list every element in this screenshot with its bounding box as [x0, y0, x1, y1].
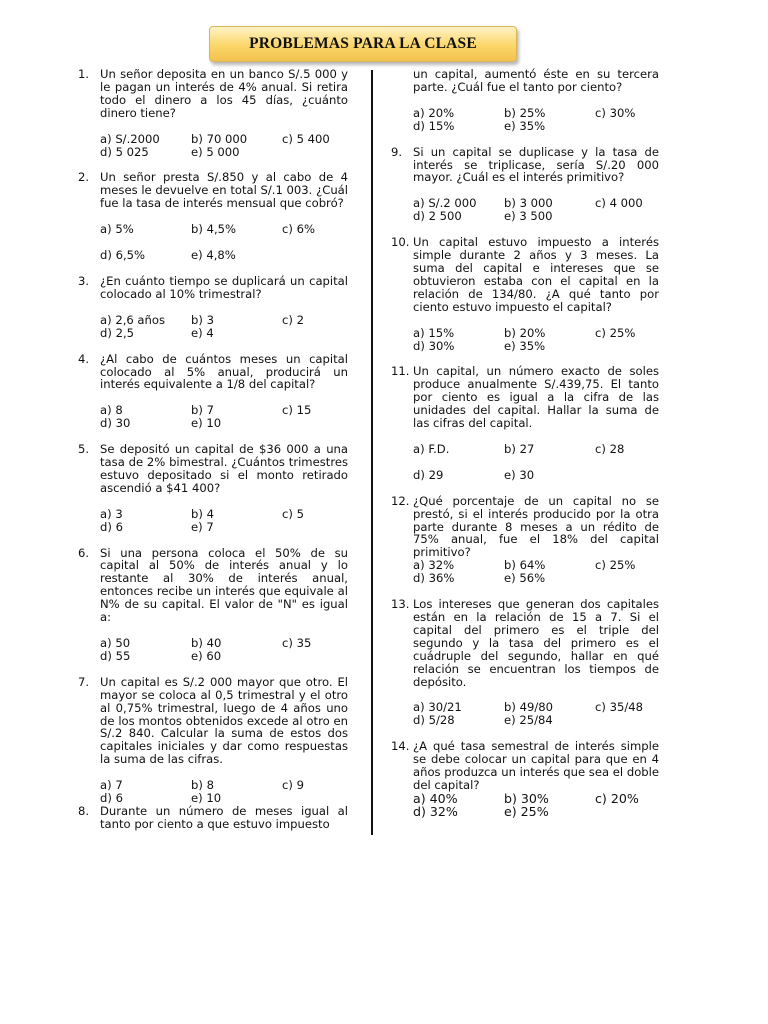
option-e: e) 25/84	[504, 713, 553, 728]
option-e: e) 5 000	[191, 144, 240, 159]
answer-options	[413, 327, 659, 353]
problem-number: 10.	[391, 235, 410, 250]
problem-13	[391, 598, 659, 727]
option-d: d) 6	[100, 519, 123, 534]
option-e: e) 56%	[504, 571, 546, 586]
problem-9	[391, 146, 659, 224]
answer-options	[413, 443, 659, 482]
problem-text: Si un capital se duplicase y la tasa de interés se triplicase, sería S/.20 000 mayor. ¿Cuál es el interés primitivo?	[413, 144, 659, 185]
option-e: e) 4	[191, 325, 214, 340]
answer-options	[100, 223, 348, 262]
option-d: d) 6	[100, 791, 123, 806]
option-b: b) 25%	[504, 105, 546, 120]
problem-11	[391, 365, 659, 481]
problem-number: 11.	[391, 364, 410, 379]
answer-options	[413, 197, 659, 223]
problem-number: 6.	[78, 545, 90, 560]
problem-text: Un capital estuvo impuesto a interés simple durante 2 años y 3 meses. La suma del capital e intereses que se obtuvieron estaba con el capital en la relación de 134/80. ¿A qué tanto por ciento estuvo impuesto el capital?	[413, 235, 659, 314]
option-e: e) 30	[504, 467, 535, 482]
option-b: b) 70 000	[191, 131, 248, 146]
option-a: a) 7	[100, 778, 123, 793]
problem-number: 7.	[78, 674, 90, 689]
option-d: d) 36%	[413, 571, 455, 586]
problem-text: Un capital es S/.2 000 mayor que otro. El mayor se coloca al 0,5 trimestral y el otro al 0,75% trimestral, luego de 4 años uno de los montos obtenidos excede al otro en S/.2 840. Calcular la suma de estos dos capitales iniciales y dar como respuestas la suma de las cifras.	[100, 674, 348, 767]
answer-options	[100, 508, 348, 534]
option-b: b) 3	[191, 312, 214, 327]
problem-text: ¿Qué porcentaje de un capital no se prestó, si el interés producido por la otra parte durante 8 meses a un rédito de 75% anual, fue el 18% del capital primitivo?	[413, 493, 659, 560]
problem-number: 5.	[78, 442, 90, 457]
option-d: d) 2,5	[100, 325, 135, 340]
answer-options	[413, 107, 659, 133]
problem-8	[78, 805, 348, 831]
option-b: b) 49/80	[504, 700, 553, 715]
option-a: a) 40%	[413, 790, 458, 806]
option-c: c) 25%	[595, 325, 636, 340]
option-b: b) 4,5%	[191, 222, 237, 237]
answer-options	[100, 637, 348, 663]
option-e: e) 4,8%	[191, 248, 236, 263]
problem-text: Un capital, un número exacto de soles produce anualmente S/.439,75. El tanto por ciento es igual a la cifra de las unidades del capital. Hallar la suma de las cifras del capital.	[413, 364, 659, 431]
problem-10	[391, 236, 659, 352]
option-c: c) 30%	[595, 105, 636, 120]
option-d: d) 30%	[413, 338, 455, 353]
option-c: c) 5 400	[282, 131, 330, 146]
option-c: c) 9	[282, 778, 304, 793]
option-b: b) 64%	[504, 558, 546, 573]
problem-5	[78, 443, 348, 533]
answer-options	[413, 559, 659, 585]
option-a: a) 15%	[413, 325, 455, 340]
problem-8-continued	[391, 68, 659, 133]
problem-text: Un señor presta S/.850 y al cabo de 4 meses le devuelve en total S/.1 003. ¿Cuál fue la tasa de interés mensual que cobró?	[100, 170, 348, 211]
option-b: b) 20%	[504, 325, 546, 340]
page-title: PROBLEMAS PARA LA CLASE	[249, 35, 477, 52]
answer-options	[100, 404, 348, 430]
option-e: e) 25%	[504, 804, 549, 820]
problem-text: ¿En cuánto tiempo se duplicará un capital colocado al 10% trimestral?	[100, 273, 348, 301]
problem-number: 14.	[391, 739, 410, 754]
option-c: c) 20%	[595, 790, 639, 806]
option-d: d) 30	[100, 416, 131, 431]
problem-text: un capital, aumentó éste en su tercera parte. ¿Cuál fue el tanto por ciento?	[413, 67, 659, 94]
option-d: d) 2 500	[413, 209, 462, 224]
problem-text: Durante un número de meses igual al tanto por ciento a que estuvo impuesto	[100, 803, 348, 831]
answer-options	[413, 701, 659, 727]
problem-text: ¿A qué tasa semestral de interés simple se debe colocar un capital para que en 4 años produzca un interés que sea el doble del capital?	[413, 739, 659, 792]
problem-14	[391, 740, 659, 819]
option-d: d) 55	[100, 648, 131, 663]
answer-options	[413, 792, 659, 819]
option-e: e) 10	[191, 791, 222, 806]
option-b: b) 40	[191, 636, 222, 650]
option-c: c) 15	[282, 403, 312, 418]
option-d: d) 15%	[413, 118, 455, 133]
option-b: b) 27	[504, 441, 535, 456]
option-c: c) 35	[282, 636, 312, 650]
answer-options	[100, 314, 348, 340]
option-c: c) 35/48	[595, 700, 643, 715]
option-c: c) 28	[595, 441, 625, 456]
option-a: a) 32%	[413, 558, 455, 573]
column-divider	[371, 70, 373, 835]
option-e: e) 35%	[504, 118, 546, 133]
option-b: b) 30%	[504, 790, 549, 806]
option-c: c) 2	[282, 312, 304, 327]
option-b: b) 3 000	[504, 196, 553, 211]
problem-text: Si una persona coloca el 50% de su capital al 50% de interés anual y lo restante al 30% de interés anual, entonces recibe un interés que equivale al N% de su capital. El valor de "N" es igual a:	[100, 545, 348, 625]
problem-number: 12.	[391, 493, 410, 508]
option-a: a) 50	[100, 636, 131, 650]
right-column	[391, 68, 659, 819]
problem-text: ¿Al cabo de cuántos meses un capital colocado al 5% anual, producirá un interés equivalente a 1/8 del capital?	[100, 351, 348, 392]
title-banner	[209, 26, 517, 62]
option-d: d) 6,5%	[100, 248, 146, 263]
problem-1	[78, 68, 348, 158]
problem-number: 4.	[78, 351, 90, 366]
problem-number: 9.	[391, 144, 403, 159]
problem-3	[78, 275, 348, 340]
option-d: d) 5/28	[413, 713, 455, 728]
answer-options	[100, 779, 348, 805]
option-e: e) 10	[191, 416, 222, 431]
option-a: a) 30/21	[413, 700, 462, 715]
problem-number: 3.	[78, 273, 90, 288]
option-e: e) 7	[191, 519, 214, 534]
option-e: e) 60	[191, 648, 222, 663]
option-a: a) 3	[100, 506, 123, 521]
problem-text: Se depositó un capital de $36 000 a una tasa de 2% bimestral. ¿Cuántos trimestres estuvo depositado si el monto retirado ascendió a $41 400?	[100, 442, 348, 495]
option-d: d) 29	[413, 467, 444, 482]
option-e: e) 35%	[504, 338, 546, 353]
option-d: d) 5 025	[100, 144, 149, 159]
option-e: e) 3 500	[504, 209, 553, 224]
problem-number: 2.	[78, 170, 90, 185]
problem-12	[391, 495, 659, 585]
problem-6	[78, 547, 348, 663]
option-b: b) 4	[191, 506, 214, 521]
option-c: c) 6%	[282, 222, 315, 237]
problem-number: 13.	[391, 597, 410, 612]
problem-number: 8.	[78, 803, 90, 818]
option-a: a) 2,6 años	[100, 312, 166, 327]
answer-options	[100, 133, 348, 159]
option-a: a) 20%	[413, 105, 455, 120]
problem-text: Los intereses que generan dos capitales están en la relación de 15 a 7. Si el capital del primero es el triple del segundo y la tasa del primero es el cuádruple del segundo, hallar en qué relación se encuentran los tiempos de depósito.	[413, 597, 659, 689]
option-a: a) 8	[100, 403, 123, 418]
option-a: a) 5%	[100, 222, 134, 237]
option-a: a) S/.2000	[100, 131, 160, 146]
option-d: d) 32%	[413, 804, 458, 820]
problem-2	[78, 171, 348, 262]
problem-text: Un señor deposita en un banco S/.5 000 y le pagan un interés de 4% anual. Si retira todo el dinero a los 45 días, ¿cuánto dinero tiene?	[100, 67, 348, 120]
option-c: c) 4 000	[595, 196, 643, 211]
problem-4	[78, 353, 348, 431]
problem-7	[78, 676, 348, 805]
option-c: c) 25%	[595, 558, 636, 573]
option-c: c) 5	[282, 506, 304, 521]
option-a: a) S/.2 000	[413, 196, 477, 211]
option-b: b) 8	[191, 778, 214, 793]
left-column	[78, 68, 348, 831]
option-b: b) 7	[191, 403, 214, 418]
option-a: a) F.D.	[413, 441, 450, 456]
problem-number: 1.	[78, 67, 90, 81]
